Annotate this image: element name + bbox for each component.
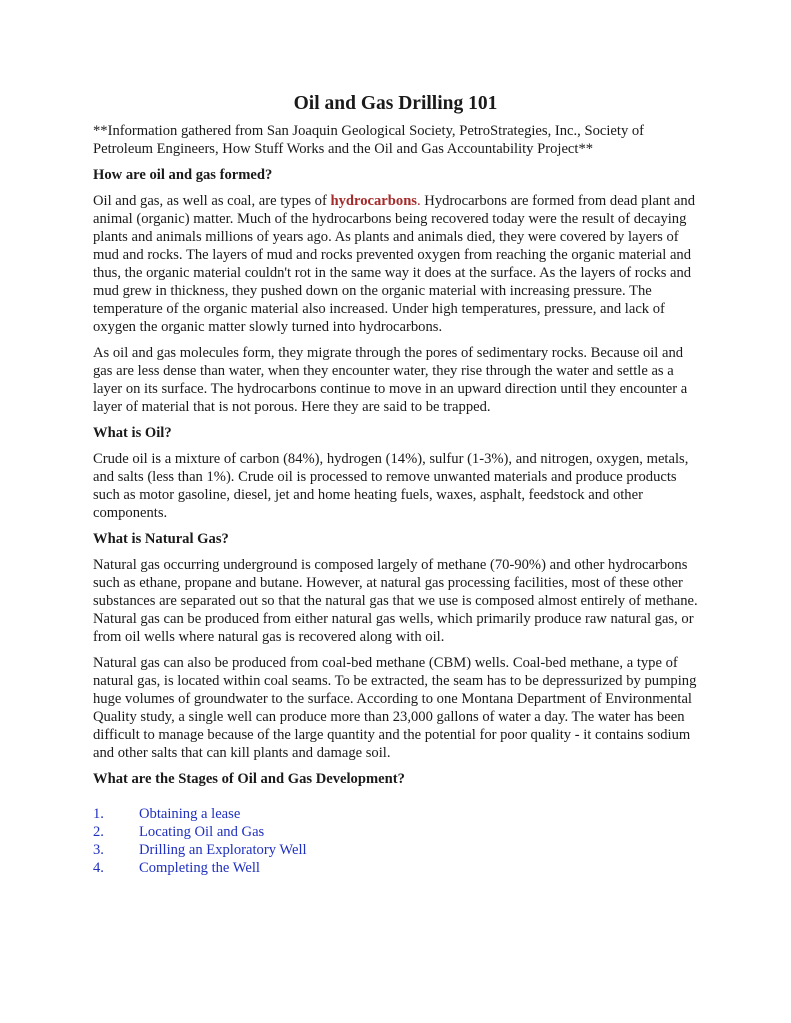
stages-list bbox=[93, 805, 698, 877]
document-title: Oil and Gas Drilling 101 bbox=[293, 93, 498, 114]
stage-link-drilling-exploratory-well[interactable]: Drilling an Exploratory Well bbox=[139, 842, 307, 858]
stage-link-obtaining-lease[interactable]: Obtaining a lease bbox=[139, 806, 241, 822]
hydrocarbons-term-period: . bbox=[417, 193, 421, 209]
paragraph-gas-1: Natural gas occurring underground is composed largely of methane (70-90%) and other hydrocarbons such as ethane, propane and butane. However, at natural gas processing facilities, most of these other substances are separated out so that the natural gas that we use is composed almost entirely of methane. Natural gas can be produced from either natural gas wells, which primarily produce raw natural gas, or from oil wells where natural gas is recovered along with oil. bbox=[93, 557, 698, 645]
paragraph-gas-2: Natural gas can also be produced from coal-bed methane (CBM) wells. Coal-bed methane, a type of natural gas, is located within coal seams. To be extracted, the seam has to be depressurized by pumping huge volumes of groundwater to the surface. According to one Montana Department of Environmental Quality study, a single well can produce more than 23,000 gallons of water a day. The water has been difficult to manage because of the large quantity and the potential for poor quality - it contains sodium and other salts that can kill plants and damage soil. bbox=[93, 655, 697, 761]
paragraph-oil-1: Crude oil is a mixture of carbon (84%), hydrogen (14%), sulfur (1-3%), and nitrogen, oxygen, metals, and salts (less than 1%). Crude oil is processed to remove unwanted materials and produce products such as motor gasoline, diesel, jet and home heating fuels, waxes, asphalt, feedstock and other components. bbox=[93, 451, 689, 521]
paragraph-text: Hydrocarbons are formed from dead plant and animal (organic) matter. Much of the hydrocarbons being recovered today were the result of decaying plants and animals millions of years ago. As plants and animals died, they were covered by layers of mud and rocks. The layers of mud and rocks prevented oxygen from reaching the organic material and thus, the organic material couldn't rot in the same way it does at the surface. As the layers of rocks and mud grew in thickness, they pushed down on the organic material with increasing pressure. The temperature of the organic material also increased. Under high temperatures, pressure, and lack of oxygen the organic matter slowly turned into hydrocarbons. bbox=[93, 193, 695, 335]
paragraph-formed-1 bbox=[93, 192, 698, 336]
hydrocarbons-term: hydrocarbons bbox=[330, 193, 417, 209]
stage-link-locating-oil-gas[interactable]: Locating Oil and Gas bbox=[139, 824, 265, 840]
list-item-number: 3. bbox=[93, 842, 104, 858]
heading-formed: How are oil and gas formed? bbox=[93, 167, 273, 183]
list-item bbox=[93, 805, 698, 823]
list-item bbox=[93, 823, 698, 841]
paragraph-formed-2: As oil and gas molecules form, they migrate through the pores of sedimentary rocks. Because oil and gas are less dense than water, when they encounter water, they rise through the water and settle as a layer on its surface. The hydrocarbons continue to move in an upward direction until they encounter a layer of material that is not porous. Here they are said to be trapped. bbox=[93, 345, 688, 415]
list-item-number: 2. bbox=[93, 824, 104, 840]
stage-link-completing-well[interactable]: Completing the Well bbox=[139, 860, 260, 876]
list-item bbox=[93, 841, 698, 859]
list-item-number: 1. bbox=[93, 806, 104, 822]
heading-oil: What is Oil? bbox=[93, 425, 172, 441]
document-page bbox=[93, 92, 698, 877]
heading-gas: What is Natural Gas? bbox=[93, 531, 229, 547]
list-item bbox=[93, 859, 698, 877]
heading-stages: What are the Stages of Oil and Gas Development? bbox=[93, 771, 405, 787]
intro-note: **Information gathered from San Joaquin Geological Society, PetroStrategies, Inc., Society of Petroleum Engineers, How Stuff Works and the Oil and Gas Accountability Project** bbox=[93, 123, 645, 157]
list-item-number: 4. bbox=[93, 860, 104, 876]
paragraph-text: Oil and gas, as well as coal, are types of bbox=[93, 193, 331, 209]
